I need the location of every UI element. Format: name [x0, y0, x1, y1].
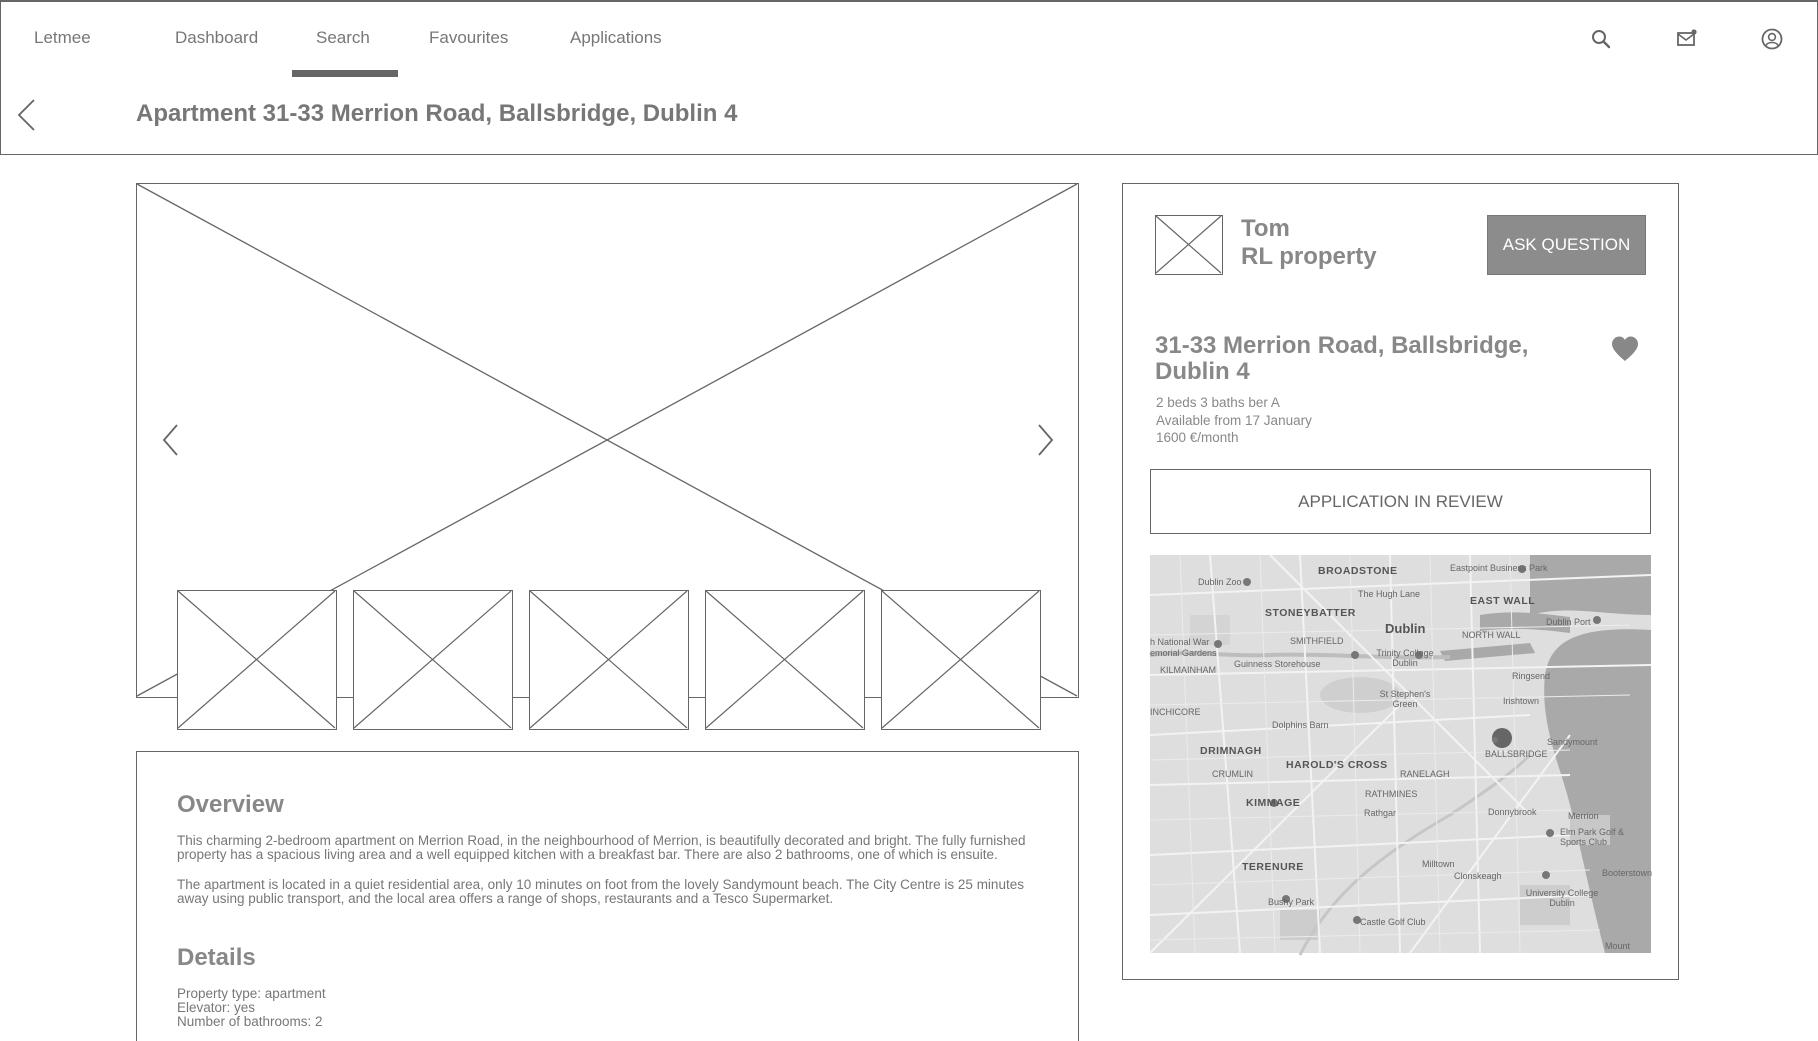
account-icon[interactable] — [1760, 27, 1784, 51]
map-label: Elm Park Golf & Sports Club — [1560, 827, 1625, 847]
map-label: CRUMLIN — [1212, 769, 1254, 779]
map-label: Mount — [1605, 941, 1631, 951]
brand-logo[interactable]: Letmee — [34, 28, 91, 47]
overview-paragraph-2-line-1: The apartment is located in a quiet residential area, only 10 minutes on foot from the lovely Sandymount beach. The City Centre is 25 minutes — [177, 877, 1024, 892]
map-label: Dublin Zoo — [1198, 577, 1242, 587]
listing-availability: Available from 17 January — [1156, 413, 1312, 428]
map-label: SMITHFIELD — [1290, 636, 1344, 646]
gallery-thumbnail[interactable] — [705, 590, 865, 730]
map-label: Donnybrook — [1488, 807, 1537, 817]
nav-item-favourites[interactable]: Favourites — [429, 28, 509, 47]
map-label: Dolphins Barn — [1272, 720, 1329, 730]
map-label: INCHICORE — [1150, 707, 1201, 717]
overview-paragraph-1-line-1: This charming 2-bedroom apartment on Merrion Road, in the neighbourhood of Merrion, is beautifully decorated and bright. The fully furnished — [177, 833, 1026, 848]
map-label: BROADSTONE — [1318, 565, 1398, 577]
search-icon[interactable] — [1589, 27, 1613, 51]
map-label: Milltown — [1422, 859, 1455, 869]
nav-item-dashboard[interactable]: Dashboard — [175, 28, 259, 47]
map-label: EAST WALL — [1470, 595, 1536, 607]
gallery-prev-arrow-icon[interactable] — [160, 422, 182, 458]
ask-question-button[interactable]: ASK QUESTION — [1487, 215, 1646, 275]
agent-company: RL property — [1241, 243, 1377, 270]
map-label: KILMAINHAM — [1160, 665, 1217, 675]
listing-address: 31-33 Merrion Road, Ballsbridge, Dublin 4 — [1155, 332, 1529, 385]
listing-price: 1600 €/month — [1156, 430, 1239, 445]
map-label: Trinity College Dublin — [1376, 648, 1434, 668]
map-label: Rathgar — [1364, 808, 1397, 818]
map-label: Merrion — [1568, 811, 1599, 821]
overview-heading: Overview — [177, 791, 284, 818]
gallery-thumbnail[interactable] — [353, 590, 513, 730]
map-label: Ringsend — [1512, 671, 1551, 681]
map-label: The Hugh Lane — [1358, 589, 1421, 599]
favourite-heart-icon[interactable] — [1610, 335, 1640, 363]
overview-paragraph-2-line-2: away using public transport, and the local area offers a range of shops, restaurants and a Tesco Supermarket. — [177, 891, 834, 906]
map-label: Booterstown — [1602, 868, 1653, 878]
nav-item-search[interactable]: Search — [316, 28, 370, 47]
page-title: Apartment 31-33 Merrion Road, Ballsbridge, Dublin 4 — [136, 100, 738, 127]
detail-property-type: Property type: apartment — [177, 986, 326, 1001]
map-label: TERENURE — [1242, 861, 1304, 873]
detail-elevator: Elevator: yes — [177, 1000, 256, 1015]
map-label: Clonskeagh — [1454, 871, 1502, 881]
map-label: RANELAGH — [1400, 769, 1450, 779]
map-label: RATHMINES — [1365, 789, 1418, 799]
map-label: Castle Golf Club — [1360, 917, 1426, 927]
detail-bathrooms: Number of bathrooms: 2 — [177, 1014, 323, 1029]
map-label: h National War — [1150, 637, 1210, 647]
nav-item-applications[interactable]: Applications — [570, 28, 662, 47]
top-navigation-bar — [0, 0, 1818, 80]
map-label: Guinness Storehouse — [1234, 659, 1321, 669]
gallery-thumbnail[interactable] — [529, 590, 689, 730]
agent-name: Tom — [1241, 215, 1290, 242]
map-label: STONEYBATTER — [1265, 607, 1356, 619]
overview-paragraph-1-line-2: property has a spacious living area and a well equipped kitchen with a breakfast bar. There are also 2 bathrooms, one of which is ensuite. — [177, 847, 998, 862]
location-map[interactable] — [1150, 555, 1651, 953]
map-label: Dublin Port — [1546, 617, 1591, 627]
gallery-thumbnail[interactable] — [881, 590, 1041, 730]
application-status-button[interactable]: APPLICATION IN REVIEW — [1150, 469, 1651, 534]
map-label: St Stephen's Green — [1379, 689, 1431, 709]
listing-summary: 2 beds 3 baths ber A — [1156, 395, 1280, 410]
map-label: University College Dublin — [1525, 888, 1599, 908]
map-label: Irishtown — [1503, 696, 1540, 706]
gallery-thumbnail[interactable] — [177, 590, 337, 730]
active-tab-indicator — [292, 70, 398, 77]
map-label: emorial Gardens — [1150, 648, 1217, 658]
map-label: Dublin — [1385, 621, 1426, 636]
map-label: NORTH WALL — [1462, 630, 1521, 640]
map-label: Bushy Park — [1268, 897, 1315, 907]
map-label: Eastpoint Business Park — [1450, 563, 1548, 573]
map-label: HAROLD'S CROSS — [1286, 759, 1388, 771]
details-heading: Details — [177, 944, 256, 971]
gallery-next-arrow-icon[interactable] — [1034, 422, 1056, 458]
map-label: Sandymount — [1547, 737, 1598, 747]
map-label: BALLSBRIDGE — [1485, 749, 1548, 759]
map-label: KIMMAGE — [1246, 797, 1301, 809]
mail-icon[interactable] — [1675, 27, 1699, 51]
agent-avatar — [1155, 215, 1223, 275]
map-label: DRIMNAGH — [1200, 745, 1262, 757]
back-arrow-icon[interactable] — [16, 98, 38, 132]
